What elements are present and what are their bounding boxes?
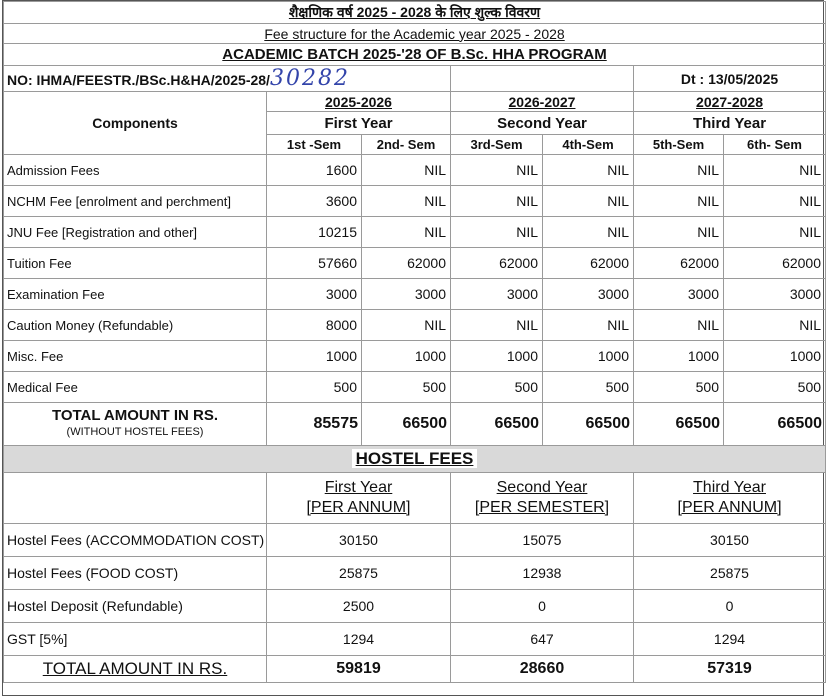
semester-5-header: 5th-Sem [634,135,724,155]
fee-row-medical [4,372,826,403]
ref-blank [451,66,634,92]
total-label: TOTAL AMOUNT IN RS. [51,407,219,424]
batch-title: ACADEMIC BATCH 2025-'28 OF B.Sc. HHA PROGRAM [4,44,826,66]
total-value: 66500 [543,403,634,446]
semester-3-header: 3rd-Sem [451,135,543,155]
year-name-2: Second Year [451,112,634,135]
fee-label: Medical Fee [4,372,267,403]
fee-value: 500 [451,372,543,403]
total-value: 66500 [634,403,724,446]
fee-label: NCHM Fee [enrolment and perchment] [4,186,267,217]
fee-label: Tuition Fee [4,248,267,279]
fee-value: 1000 [543,341,634,372]
fee-row-tuition [4,248,826,279]
fee-value: NIL [724,310,826,341]
components-header: Components [4,92,267,155]
hostel-value: 15075 [451,524,634,557]
fee-value: NIL [724,155,826,186]
hostel-value: 12938 [451,557,634,590]
hostel-row-food [4,557,826,590]
fee-value: 3000 [362,279,451,310]
hostel-year-2 [451,473,634,524]
total-sublabel: (WITHOUT HOSTEL FEES) [66,426,204,438]
fee-label: Caution Money (Refundable) [4,310,267,341]
hostel-year-2-period: [PER SEMESTER] [474,499,610,516]
fee-value: NIL [451,217,543,248]
hostel-value: 0 [451,590,634,623]
hostel-value: 1294 [267,623,451,656]
hostel-label: Hostel Fees (FOOD COST) [4,557,267,590]
fee-value: NIL [634,217,724,248]
hostel-blank [4,473,267,524]
document-date: Dt : 13/05/2025 [634,66,826,92]
fee-value: 500 [543,372,634,403]
fee-value: NIL [451,186,543,217]
fee-value: 1000 [724,341,826,372]
fee-label: JNU Fee [Registration and other] [4,217,267,248]
fee-table [3,1,826,683]
hostel-fees-header-cell [4,446,826,473]
reference-number [4,66,451,92]
hostel-year-3-name: Third Year [693,479,766,496]
fee-value: NIL [543,186,634,217]
fee-value: 57660 [267,248,362,279]
total-row [4,403,826,446]
fee-label: Admission Fees [4,155,267,186]
fee-label: Misc. Fee [4,341,267,372]
hostel-label: Hostel Deposit (Refundable) [4,590,267,623]
fee-value: 500 [267,372,362,403]
fee-value: NIL [362,310,451,341]
fee-value: 8000 [267,310,362,341]
fee-value: 62000 [451,248,543,279]
reference-number-text: NO: IHMA/FEESTR./BSc.H&HA/2025-28/ [7,72,270,88]
fee-value: 3000 [724,279,826,310]
fee-structure-sheet [2,0,824,696]
fee-value: 500 [362,372,451,403]
fee-value: 1000 [362,341,451,372]
year-range-3: 2027-2028 [634,92,826,112]
total-value: 85575 [267,403,362,446]
fee-value: 3000 [451,279,543,310]
fee-value: 3000 [267,279,362,310]
fee-value: NIL [634,186,724,217]
fee-row-admission [4,155,826,186]
handwritten-number: 30282 [269,66,350,91]
title-hindi: शैक्षणिक वर्ष 2025 - 2028 के लिए शुल्क विवरण [4,2,826,24]
fee-value: NIL [724,186,826,217]
fee-value: 3000 [543,279,634,310]
semester-1-header: 1st -Sem [267,135,362,155]
semester-4-header: 4th-Sem [543,135,634,155]
fee-value: 62000 [543,248,634,279]
fee-value: 500 [634,372,724,403]
year-name-1: First Year [267,112,451,135]
hostel-year-1 [267,473,451,524]
fee-value: NIL [543,155,634,186]
fee-value: 62000 [634,248,724,279]
fee-value: NIL [451,155,543,186]
fee-row-misc [4,341,826,372]
hostel-value: 647 [451,623,634,656]
hostel-total-value: 28660 [451,656,634,683]
fee-value: 500 [724,372,826,403]
fee-value: NIL [634,155,724,186]
year-range-2: 2026-2027 [451,92,634,112]
fee-row-jnu [4,217,826,248]
hostel-value: 25875 [267,557,451,590]
fee-value: 62000 [724,248,826,279]
fee-value: NIL [634,310,724,341]
fee-row-nchm [4,186,826,217]
hostel-total-label: TOTAL AMOUNT IN RS. [4,656,267,683]
total-value: 66500 [724,403,826,446]
hostel-value: 25875 [634,557,826,590]
fee-value: NIL [362,155,451,186]
hostel-value: 0 [634,590,826,623]
hostel-row-accommodation [4,524,826,557]
fee-value: 1000 [267,341,362,372]
total-value: 66500 [362,403,451,446]
fee-value: 3000 [634,279,724,310]
hostel-year-2-name: Second Year [496,479,588,496]
fee-row-caution [4,310,826,341]
hostel-row-deposit [4,590,826,623]
total-value: 66500 [451,403,543,446]
total-label-cell [4,403,267,446]
title-english: Fee structure for the Academic year 2025 - 2028 [4,24,826,44]
hostel-year-1-name: First Year [324,479,393,496]
hostel-year-3 [634,473,826,524]
hostel-value: 30150 [634,524,826,557]
hostel-value: 2500 [267,590,451,623]
fee-value: NIL [724,217,826,248]
hostel-label: Hostel Fees (ACCOMMODATION COST) [4,524,267,557]
hostel-total-value: 59819 [267,656,451,683]
hostel-year-1-period: [PER ANNUM] [306,499,411,516]
fee-value: 1000 [451,341,543,372]
year-name-3: Third Year [634,112,826,135]
fee-value: NIL [362,217,451,248]
fee-value: 3600 [267,186,362,217]
fee-value: NIL [451,310,543,341]
hostel-value: 30150 [267,524,451,557]
hostel-fees-title: HOSTEL FEES [352,449,478,468]
fee-value: 10215 [267,217,362,248]
hostel-year-3-period: [PER ANNUM] [677,499,782,516]
semester-2-header: 2nd- Sem [362,135,451,155]
fee-label: Examination Fee [4,279,267,310]
year-range-1: 2025-2026 [267,92,451,112]
fee-value: 62000 [362,248,451,279]
fee-value: 1600 [267,155,362,186]
hostel-value: 1294 [634,623,826,656]
hostel-total-value: 57319 [634,656,826,683]
hostel-row-gst [4,623,826,656]
semester-6-header: 6th- Sem [724,135,826,155]
fee-value: NIL [543,310,634,341]
hostel-total-row [4,656,826,683]
fee-value: NIL [543,217,634,248]
hostel-label: GST [5%] [4,623,267,656]
fee-value: 1000 [634,341,724,372]
fee-row-examination [4,279,826,310]
fee-value: NIL [362,186,451,217]
